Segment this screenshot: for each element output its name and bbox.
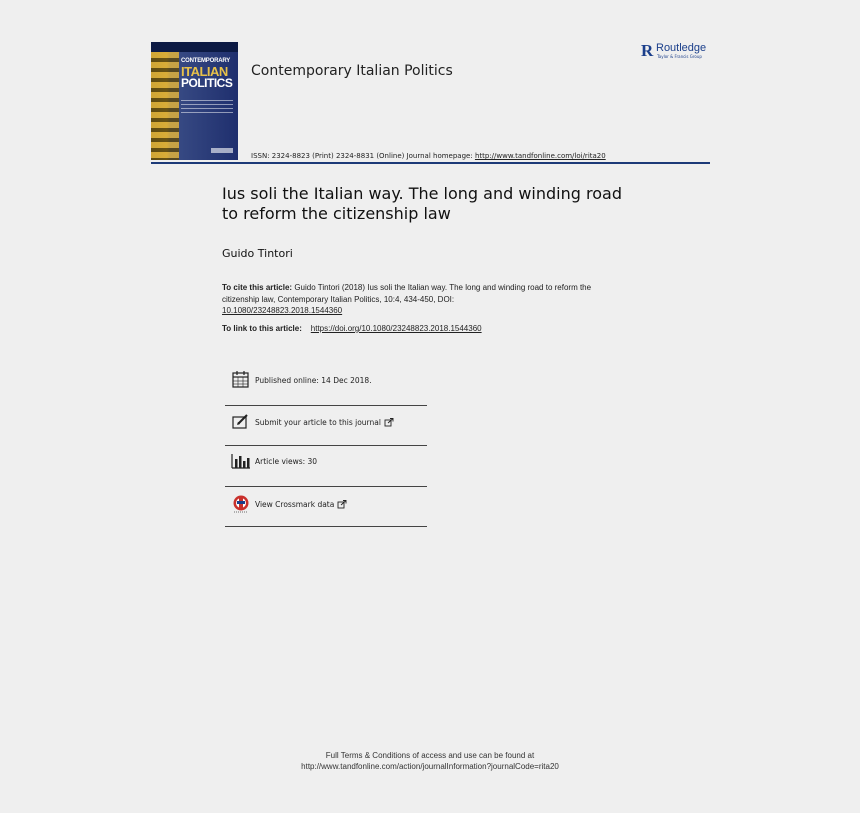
cover-line1: CONTEMPORARY [181, 58, 231, 64]
external-link-icon [384, 418, 394, 427]
footer-terms-link[interactable]: http://www.tandfonline.com/action/journalInformation?journalCode=rita20 [301, 762, 559, 771]
calendar-icon [230, 370, 252, 390]
edit-icon [230, 412, 252, 432]
publisher-logo[interactable] [641, 42, 706, 60]
citation-text: Guido Tintori (2018) Ius soli the Italian way. The long and winding road to reform the citizenship law, Contemporary Italian Politics, 10:4, 434-450, DOI: [222, 283, 592, 304]
external-link-icon [337, 500, 347, 509]
header-rule [151, 162, 710, 164]
article-views-item [225, 441, 427, 481]
crossmark-label: View Crossmark data [255, 499, 335, 509]
article-views-label: Article views: 30 [255, 456, 318, 466]
journal-cover-image [151, 42, 238, 160]
citation-doi-link[interactable]: 10.1080/23248823.2018.1544360 [222, 306, 343, 315]
footer-terms [0, 750, 860, 772]
journal-homepage-link[interactable]: http://www.tandfonline.com/loi/rita20 [474, 152, 606, 160]
article-author: Guido Tintori [222, 247, 293, 260]
publisher-name: Routledge [656, 42, 707, 54]
issn-text: ISSN: 2324-8823 (Print) 2324-8831 (Online) Journal homepage: [251, 152, 475, 160]
issn-line [251, 152, 606, 160]
bar-chart-icon [230, 451, 252, 471]
submit-article-item[interactable] [225, 402, 427, 442]
article-title: Ius soli the Italian way. The long and winding road to reform the citizenship law [222, 184, 622, 223]
crossmark-icon [230, 494, 252, 514]
link-label: To link to this article: [222, 324, 302, 333]
footer-line1: Full Terms & Conditions of access and use can be found at [325, 751, 535, 760]
cover-line2: ITALIAN [181, 64, 228, 79]
citation-block [222, 282, 594, 317]
published-online-item [225, 360, 427, 400]
publisher-tagline: Taylor & Francis Group [657, 54, 702, 59]
article-doi-link[interactable]: https://doi.org/10.1080/23248823.2018.1544360 [310, 324, 482, 333]
cover-line3: POLITICS [181, 76, 233, 90]
citation-label: To cite this article: [222, 283, 293, 292]
journal-title: Contemporary Italian Politics [251, 63, 453, 79]
article-link-row [222, 324, 482, 333]
published-online-label: Published online: 14 Dec 2018. [255, 375, 372, 385]
crossmark-item[interactable] [225, 484, 427, 524]
divider [225, 526, 427, 527]
routledge-r-icon: R [641, 41, 654, 60]
submit-article-label: Submit your article to this journal [255, 417, 381, 427]
